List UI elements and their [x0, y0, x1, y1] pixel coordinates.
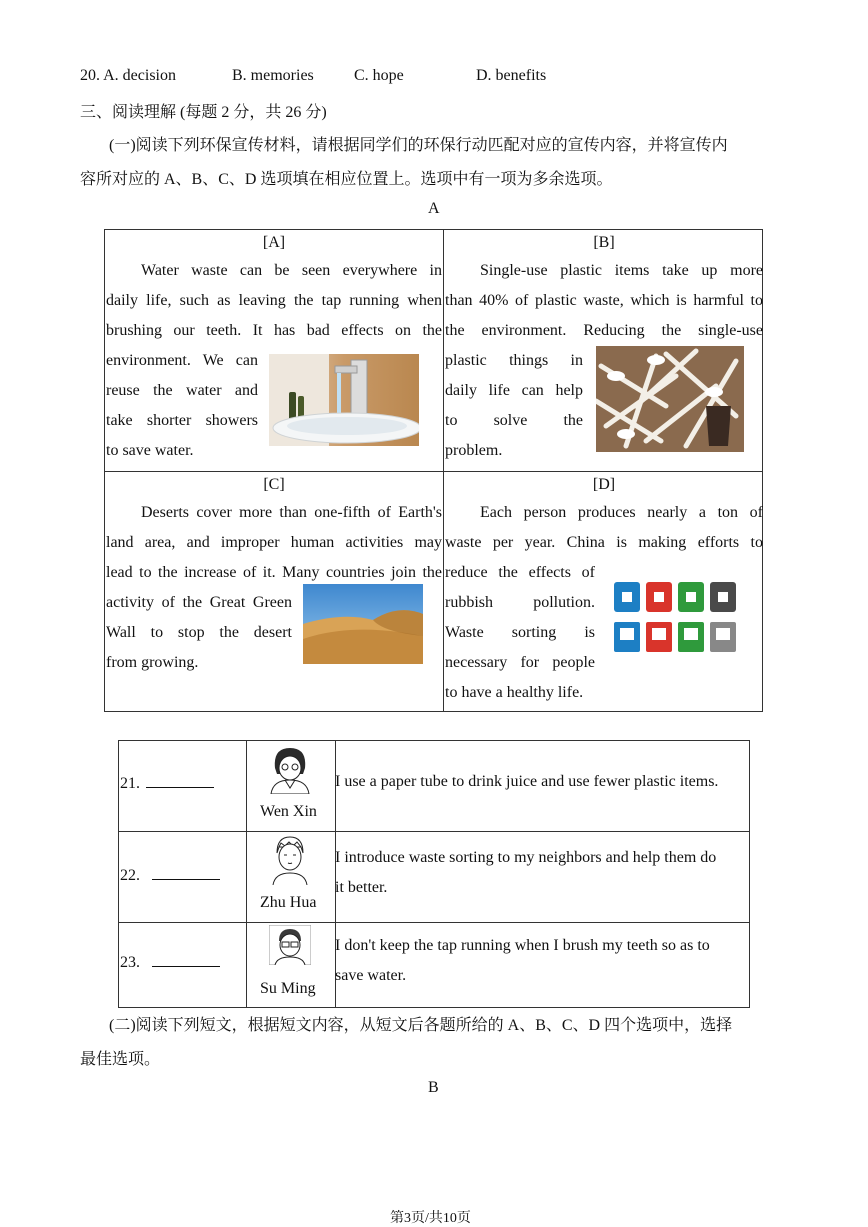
answer-line[interactable] — [152, 865, 220, 880]
card-text-line: Each person produces nearly a ton of — [480, 504, 763, 521]
question-number: 22. — [120, 867, 140, 884]
poster-table — [104, 229, 763, 712]
card-d — [444, 472, 764, 712]
card-text-line: Waste sorting is — [445, 624, 595, 641]
faucet-image — [269, 354, 419, 446]
avatar-zhu-hua — [267, 833, 313, 890]
statement-line: save water. — [335, 967, 407, 984]
card-text-line: the environment. Reducing the single-use — [445, 322, 763, 339]
card-text-line: daily life can help — [445, 382, 583, 399]
statement-line: it better. — [335, 879, 388, 896]
card-b — [444, 230, 764, 471]
avatar-wen-xin — [267, 744, 313, 799]
question-number: 23. — [120, 954, 140, 971]
card-text-line: environment. We can — [106, 352, 258, 369]
card-text-line: problem. — [445, 442, 503, 459]
avatar-su-ming — [269, 925, 311, 970]
desert-image — [303, 584, 423, 664]
card-text-line: take shorter showers — [106, 412, 258, 429]
card-a — [105, 230, 443, 471]
table-divider — [119, 831, 749, 832]
card-text-line: Wall to stop the desert — [106, 624, 292, 641]
question-number: 21. — [120, 775, 140, 792]
student-name: Zhu Hua — [260, 894, 317, 911]
card-text-line: Single-use plastic items take up more — [480, 262, 763, 279]
card-text-line: daily life, such as leaving the tap running when — [106, 292, 442, 309]
sorting-bins-image — [608, 574, 748, 664]
card-text-line: brushing our teeth. It has bad effects on the — [106, 322, 442, 339]
answer-line[interactable] — [146, 773, 214, 788]
card-text-line: rubbish pollution. — [445, 594, 595, 611]
card-text-line: to solve the — [445, 412, 583, 429]
student-name: Wen Xin — [260, 803, 317, 820]
card-text-line: from growing. — [106, 654, 199, 671]
part2-instructions-line-1: (二)阅读下列短文，根据短文内容，从短文后各题所给的 A、B、C、D 四个选项中，选择 — [109, 1017, 733, 1034]
plastic-forks-image — [596, 346, 744, 452]
matching-table — [118, 740, 750, 1008]
card-text-line: reuse the water and — [106, 382, 258, 399]
section-title: 三、阅读理解 (每题 2 分，共 26 分) — [80, 104, 327, 121]
answer-blank-22[interactable] — [120, 865, 220, 885]
instructions-line-1: (一)阅读下列环保宣传材料，请根据同学们的环保行动匹配对应的宣传内容，并将宣传内 — [109, 137, 728, 154]
card-text-line: reduce the effects of — [445, 564, 595, 581]
card-text-line: activity of the Great Green — [106, 594, 292, 611]
card-text-line: Water waste can be seen everywhere in — [141, 262, 442, 279]
statement-line: I introduce waste sorting to my neighbors and help them do — [335, 849, 717, 866]
card-text-line: lead to the increase of it. Many countries join the — [106, 564, 442, 581]
passage-label-b: B — [428, 1079, 439, 1096]
card-label: [C] — [263, 476, 285, 493]
statement-line: I don't keep the tap running when I brush my teeth so as to — [335, 937, 710, 954]
q20-option-b: B. memories — [232, 67, 314, 84]
card-label: [D] — [592, 476, 616, 493]
card-text-line: waste per year. China is making efforts to — [445, 534, 763, 551]
q20-option-d: D. benefits — [476, 67, 547, 84]
student-name: Su Ming — [260, 980, 316, 997]
table-divider — [119, 922, 749, 923]
table-divider — [246, 741, 247, 1007]
card-text-line: necessary for people — [445, 654, 595, 671]
card-text-line: than 40% of plastic waste, which is harmful to — [445, 292, 763, 309]
statement-line: I use a paper tube to drink juice and use fewer plastic items. — [335, 773, 719, 790]
instructions-line-2: 容所对应的 A、B、C、D 选项填在相应位置上。选项中有一项为多余选项。 — [80, 171, 613, 188]
card-text-line: Deserts cover more than one-fifth of Earth's — [141, 504, 442, 521]
q20-option-a: 20. A. decision — [80, 67, 176, 84]
card-c — [105, 472, 443, 712]
page-number: 第3页/共10页 — [390, 1211, 471, 1226]
card-text-line: to have a healthy life. — [445, 684, 584, 701]
card-text-line: plastic things in — [445, 352, 583, 369]
card-text-line: to save water. — [106, 442, 194, 459]
answer-blank-23[interactable] — [120, 952, 220, 972]
q20-option-c: C. hope — [354, 67, 404, 84]
card-text-line: land area, and improper human activities may — [106, 534, 442, 551]
answer-line[interactable] — [152, 952, 220, 967]
card-label: [A] — [262, 234, 286, 251]
part2-instructions-line-2: 最佳选项。 — [80, 1051, 161, 1068]
passage-label-a: A — [428, 200, 440, 217]
answer-blank-21[interactable] — [120, 773, 214, 793]
card-label: [B] — [593, 234, 615, 251]
